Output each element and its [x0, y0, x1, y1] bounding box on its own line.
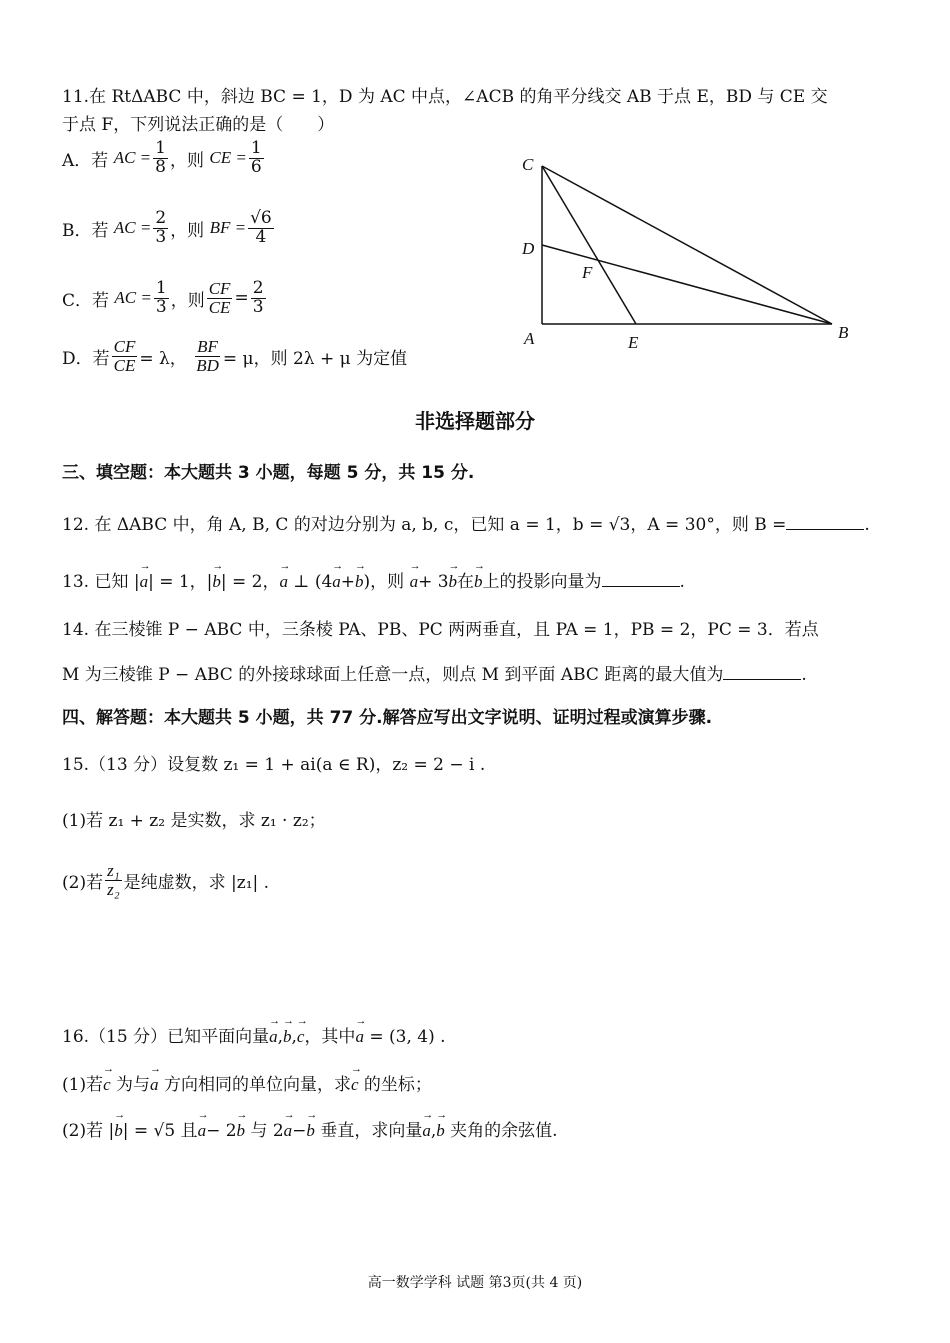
q11-option-c: C．若 AC = $\frac{1}{3}$ ，则 $\frac{CF}{CE}$ = $\frac{2}{3}$	[62, 278, 264, 317]
label-f: F	[582, 263, 593, 282]
triangle-figure	[510, 148, 870, 358]
q15-part1: (1)若 z₁ + z₂ 是实数，求 z₁ · z₂；	[62, 811, 326, 831]
answer-blank	[786, 515, 864, 530]
answer-blank	[602, 572, 680, 587]
q14-line1: 14. 在三棱锥 P − ABC 中，三条棱 PA、PB、PC 两两垂直，且 PA = 1，PB = 2，PC = 3．若点	[62, 620, 819, 640]
part-title: 非选择题部分	[415, 409, 535, 433]
label-c: C	[522, 155, 534, 174]
q15-stem: 15.（13 分）设复数 z₁ = 1 + ai(a ∈ R)，z₂ = 2 − i .	[62, 755, 486, 775]
q14-line2: M 为三棱锥 P − ABC 的外接球球面上任意一点，则点 M 到平面 ABC 距离的最大值为 .	[62, 665, 807, 685]
q11-line2: 于点 F，下列说法正确的是（ ）	[62, 115, 335, 135]
segment-db	[542, 245, 832, 324]
answer-blank	[723, 665, 801, 680]
q11-option-d: D．若 $\frac{CF}{CE}$ = λ， $\frac{BF}{BD}$ = μ，则 2λ + μ 为定值	[62, 337, 408, 375]
q11-option-b: B．若 AC = $\frac{2}{3}$ ，则 BF = $\frac{√6}{4}$	[62, 208, 272, 247]
q16-part2: (2)若 |→ b| = √5 且→ a− 2→ b 与 2→ a−→ b 垂直，求向量→ a,→ b 夹角的余弦值.	[62, 1116, 558, 1141]
q16-stem: 16.（15 分）已知平面向量→ a,→ b,→ c，其中→ a = (3, 4) .	[62, 1022, 446, 1047]
label-e: E	[628, 333, 639, 352]
q15-part2: (2)若 $\frac{\text{z₁}}{\text{z₂}}$ 是纯虚数，求 |z₁| .	[62, 861, 270, 899]
q11-option-a: A．若 AC = $\frac{1}{8}$ ，则 CE = $\frac{1}{6}$	[62, 138, 262, 177]
segment-ce	[542, 166, 636, 324]
segment-cb	[542, 166, 832, 324]
q12: 12. 在 ΔABC 中，角 A, B, C 的对边分别为 a, b, c，已知 a = 1，b = √3，A = 30°，则 B = .	[62, 515, 870, 535]
label-a: A	[524, 329, 535, 348]
q16-part1: (1)若→ c 为与→ a 方向相同的单位向量，求→ c 的坐标；	[62, 1070, 432, 1095]
label-b: B	[838, 323, 849, 342]
section-4-heading: 四、解答题：本大题共 5 小题，共 77 分.解答应写出文字说明、证明过程或演算步骤.	[62, 708, 713, 728]
label-d: D	[522, 239, 535, 258]
q13: 13. 已知 |→ a| = 1，|→ b| = 2，→ a ⊥ (4→ a+→ b)，则 → a+ 3→ b在→ b上的投影向量为 .	[62, 567, 685, 592]
section-3-heading: 三、填空题：本大题共 3 小题，每题 5 分，共 15 分.	[62, 463, 475, 483]
page-footer: 高一数学学科 试题 第3页(共 4 页)	[367, 1275, 583, 1291]
q11-line1: 11.在 RtΔABC 中，斜边 BC = 1，D 为 AC 中点，∠ACB 的角平分线交 AB 于点 E，BD 与 CE 交	[62, 87, 828, 107]
